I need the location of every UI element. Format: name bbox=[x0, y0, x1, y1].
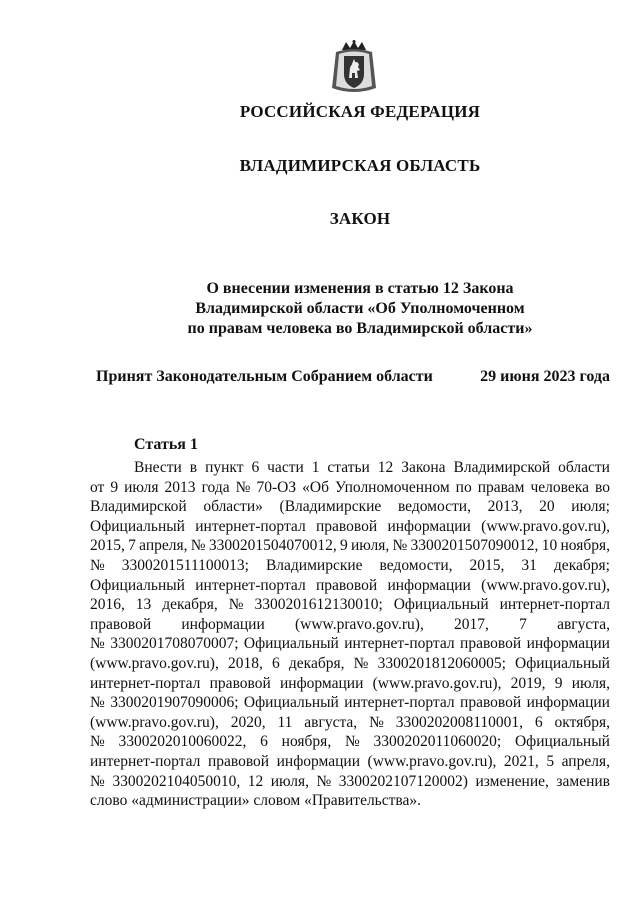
law-title-line: О внесении изменения в статью 12 Закона bbox=[206, 280, 514, 297]
article-line: № 3300201907090006; Официальный интернет-портал правовой информации bbox=[90, 694, 610, 712]
article-line: № 3300201511100013; Владимирские ведомости, 2015, 31 декабря; bbox=[90, 556, 610, 574]
country-heading: РОССИЙСКАЯ ФЕДЕРАЦИЯ bbox=[239, 102, 481, 121]
article-line: слово «администрации» словом «Правительства». bbox=[90, 792, 422, 810]
article-line: от 9 июля 2013 года № 70-ОЗ «Об Уполномоченном по правам человека во bbox=[90, 478, 610, 496]
article-line: Внести в пункт 6 части 1 статьи 12 Закона Владимирской области bbox=[134, 459, 610, 476]
article-line: Официальный интернет-портал правовой информации (www.pravo.gov.ru), bbox=[90, 576, 610, 594]
article-line: 2015, 7 апреля, № 3300201504070012, 9 июля, № 3300201507090012, 10 ноября, bbox=[90, 537, 610, 555]
article-line: Владимирской области» (Владимирские ведомости, 2013, 20 июля; bbox=[90, 498, 610, 516]
article-line: правовой информации (www.pravo.gov.ru), 2017, 7 августа, bbox=[90, 615, 610, 633]
article-heading: Статья 1 bbox=[134, 436, 198, 453]
adoption-line bbox=[96, 368, 610, 386]
article-line: интернет-портал правовой информации (www.pravo.gov.ru), 2019, 9 июля, bbox=[90, 674, 610, 692]
article-line: 2016, 13 декабря, № 3300201612130010; Официальный интернет-портал bbox=[90, 596, 610, 614]
document-type-heading: ЗАКОН bbox=[329, 209, 391, 228]
law-title bbox=[0, 279, 640, 339]
article-line: № 3300202104050010, 12 июля, № 3300202107120002) изменение, заменив bbox=[90, 772, 610, 790]
adoption-date: 29 июня 2023 года bbox=[480, 368, 610, 385]
coat-of-arms-icon bbox=[330, 40, 378, 96]
article-line: Официальный интернет-портал правовой информации (www.pravo.gov.ru), bbox=[90, 517, 610, 535]
article-line: интернет-портал правовой информации (www.pravo.gov.ru), 2021, 5 апреля, bbox=[90, 752, 610, 770]
article-line: № 3300202010060022, 6 ноября, № 3300202011060020; Официальный bbox=[90, 733, 610, 751]
article-line: (www.pravo.gov.ru), 2020, 11 августа, № 3300202008110001, 6 октября, bbox=[90, 713, 610, 731]
article-line: (www.pravo.gov.ru), 2018, 6 декабря, № 3300201812060005; Официальный bbox=[90, 654, 610, 672]
adoption-text: Принят Законодательным Собранием области bbox=[96, 368, 433, 385]
region-heading: ВЛАДИМИРСКАЯ ОБЛАСТЬ bbox=[239, 156, 481, 175]
article-line: № 3300201708070007; Официальный интернет-портал правовой информации bbox=[90, 635, 610, 653]
law-title-line: по правам человека во Владимирской области» bbox=[187, 320, 533, 337]
law-title-line: Владимирской области «Об Уполномоченном bbox=[195, 300, 525, 317]
article-body bbox=[90, 458, 610, 811]
